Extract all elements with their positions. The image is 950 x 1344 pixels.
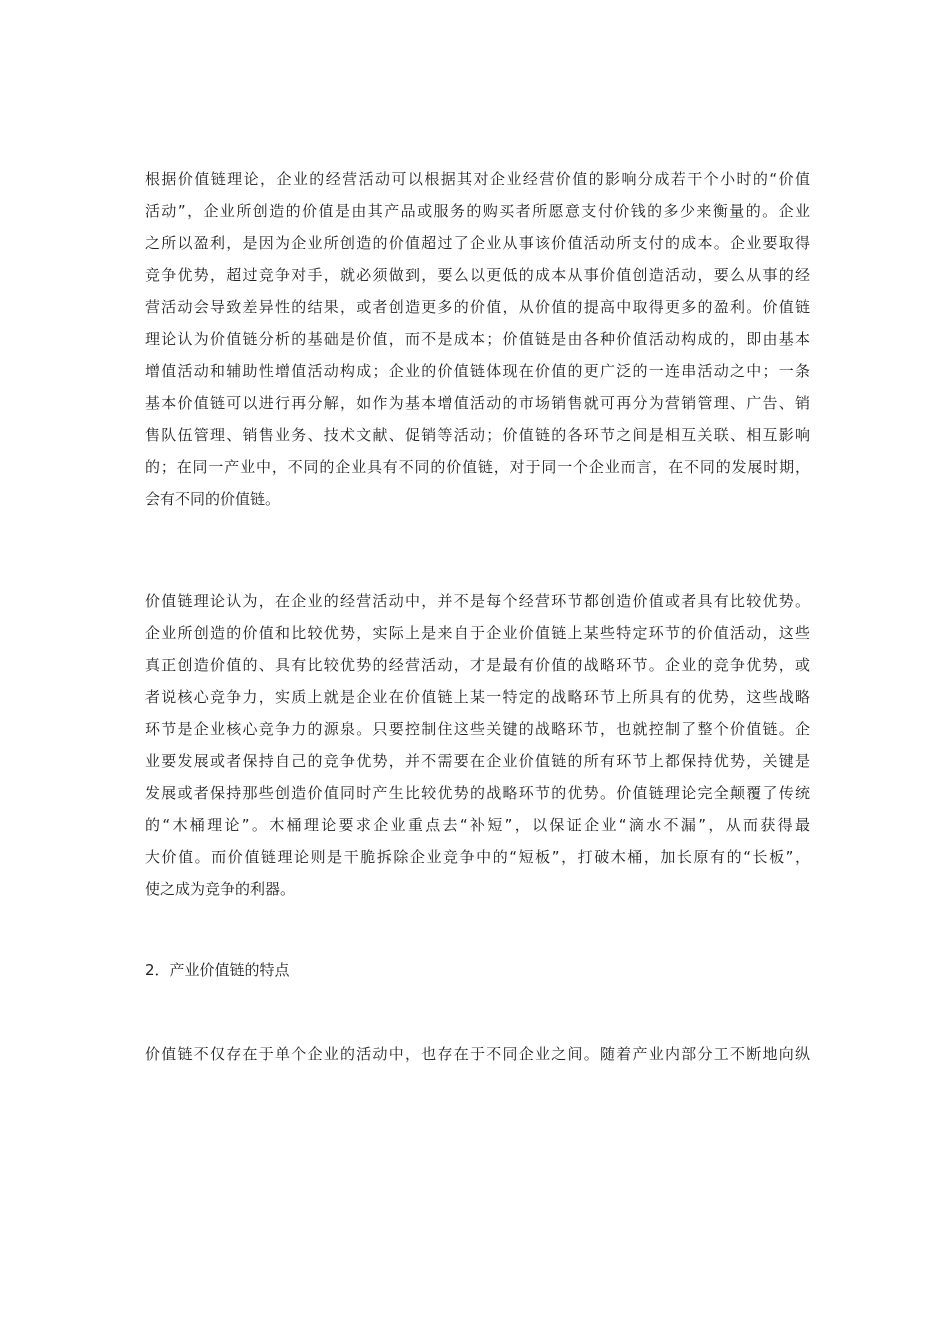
text-line: 环节是企业核心竞争力的源泉。只要控制住这些关键的战略环节，也就控制了整个价值链。企 bbox=[145, 720, 810, 738]
text-line: 基本价值链可以进行再分解，如作为基本增值活动的市场销售就可再分为营销管理、广告、销 bbox=[145, 394, 810, 412]
paragraph-3 bbox=[145, 1038, 810, 1070]
paragraph-spacer bbox=[145, 905, 810, 954]
section-heading: 2．产业价值链的特点 bbox=[145, 961, 290, 979]
text-line: 的；在同一产业中，不同的企业具有不同的价值链，对于同一个企业而言，在不同的发展时期， bbox=[145, 458, 810, 476]
text-line: 之所以盈利，是因为企业所创造的价值超过了企业从事该价值活动所支付的成本。企业要取得 bbox=[145, 234, 810, 252]
text-line: 营活动会导致差异性的结果，或者创造更多的价值，从价值的提高中取得更多的盈利。价值链 bbox=[145, 298, 810, 316]
text-line: 使之成为竞争的利器。 bbox=[145, 880, 296, 898]
text-line: 增值活动和辅助性增值活动构成；企业的价值链体现在价值的更广泛的一连串活动之中；一条 bbox=[145, 362, 810, 380]
text-line: 活动”，企业所创造的价值是由其产品或服务的购买者所愿意支付价钱的多少来衡量的。企业 bbox=[145, 202, 810, 220]
text-line: 企业所创造的价值和比较优势，实际上是来自于企业价值链上某些特定环节的价值活动，这些 bbox=[145, 624, 810, 642]
text-line: 竞争优势，超过竞争对手，就必须做到，要么以更低的成本从事价值创造活动，要么从事的经 bbox=[145, 266, 810, 284]
text-line: 的“木桶理论”。木桶理论要求企业重点去“补短”，以保证企业“滴水不漏”，从而获得最 bbox=[145, 816, 810, 834]
text-line: 者说核心竞争力，实质上就是企业在价值链上某一特定的战略环节上所具有的优势，这些战略 bbox=[145, 688, 810, 706]
text-line: 大价值。而价值链理论则是干脆拆除企业竞争中的“短板”，打破木桶，加长原有的“长板”， bbox=[145, 848, 810, 866]
paragraph-spacer bbox=[145, 986, 810, 1038]
paragraph-2 bbox=[145, 585, 810, 905]
text-line: 业要发展或者保持自己的竞争优势，并不需要在企业价值链的所有环节上都保持优势，关键是 bbox=[145, 752, 810, 770]
text-line: 理论认为价值链分析的基础是价值，而不是成本；价值链是由各种价值活动构成的，即由基本 bbox=[145, 330, 810, 348]
text-line: 会有不同的价值链。 bbox=[145, 490, 281, 508]
paragraph-1 bbox=[145, 163, 810, 515]
text-line: 价值链理论认为，在企业的经营活动中，并不是每个经营环节都创造价值或者具有比较优势。 bbox=[145, 592, 810, 610]
text-line: 售队伍管理、销售业务、技术文献、促销等活动；价值链的各环节之间是相互关联、相互影响 bbox=[145, 426, 810, 444]
text-line: 真正创造价值的、具有比较优势的经营活动，才是最有价值的战略环节。企业的竞争优势，或 bbox=[145, 656, 810, 674]
paragraph-spacer bbox=[145, 515, 810, 585]
document-body bbox=[145, 163, 810, 1070]
text-line: 发展或者保持那些创造价值同时产生比较优势的战略环节的优势。价值链理论完全颠覆了传统 bbox=[145, 784, 810, 802]
text-line: 根据价值链理论，企业的经营活动可以根据其对企业经营价值的影响分成若干个小时的“价值 bbox=[145, 170, 810, 188]
text-line: 价值链不仅存在于单个企业的活动中，也存在于不同企业之间。随着产业内部分工不断地向纵 bbox=[145, 1045, 810, 1063]
